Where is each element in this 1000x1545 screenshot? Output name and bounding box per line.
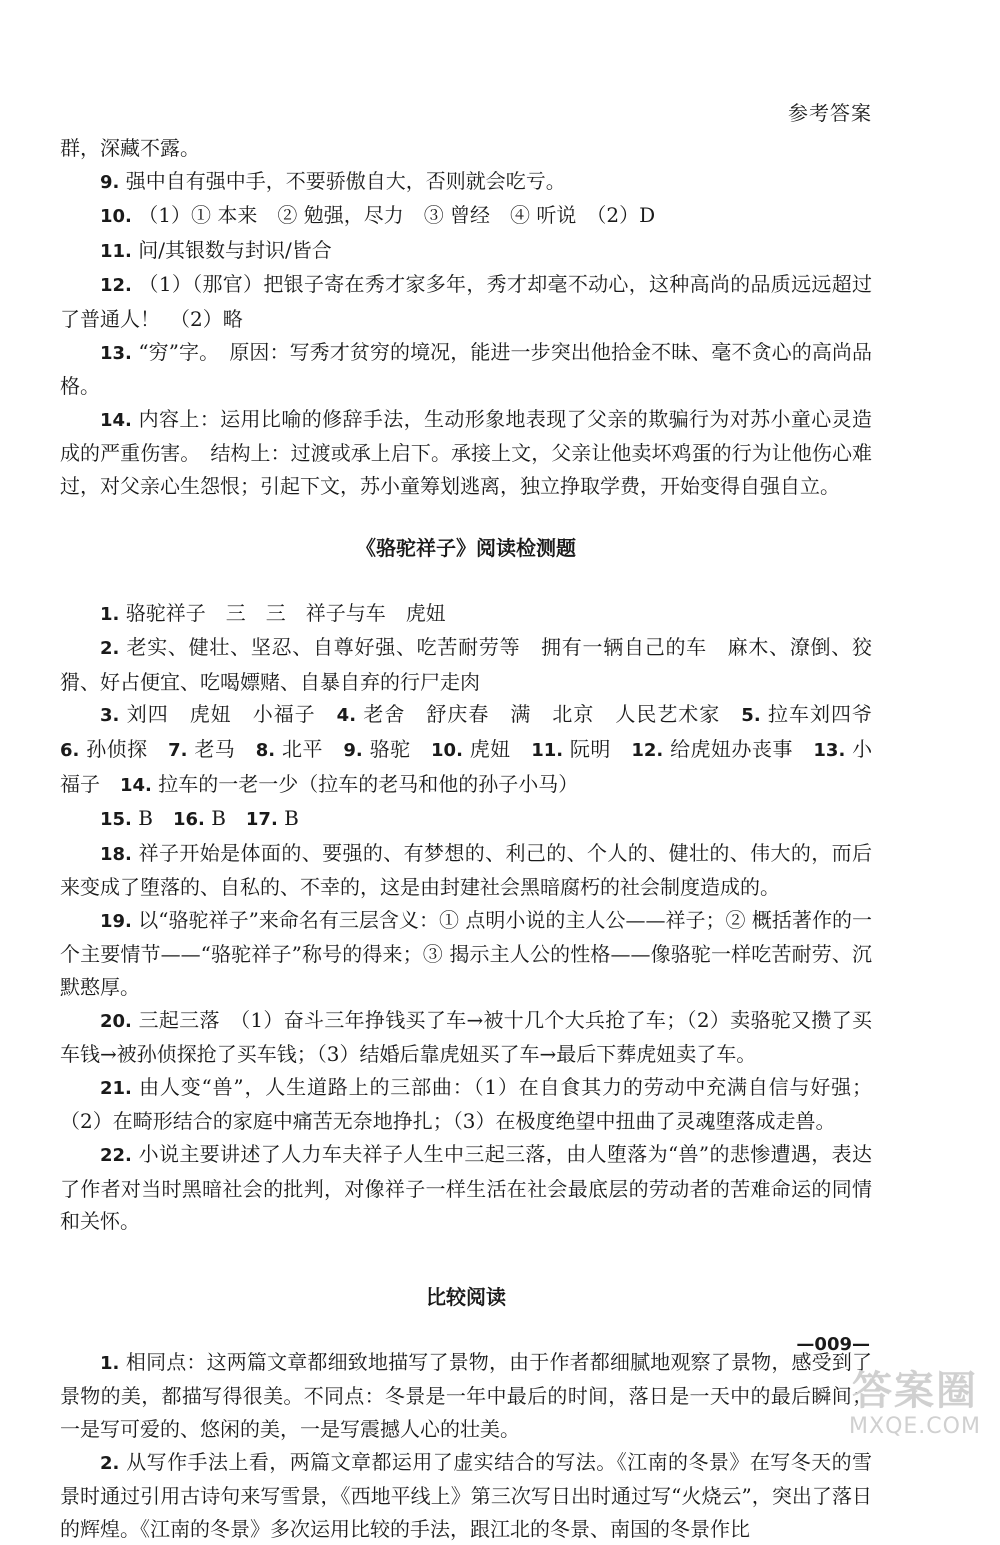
answer-item [60,1138,872,1238]
answer-content [60,132,893,1545]
item-text: 拉车刘四爷 [768,702,893,727]
item-number: 3. [100,705,120,727]
item-text: 强中自有强中手，不要骄傲自大，否则就会吃亏。 [125,168,566,193]
item-text: 从写作手法上看，两篇文章都运用了虚实结合的写法。《江南的冬景》在写冬天的雪景时通过引用古诗句来写雪景，《西地平线上》第三次写日出时通过写“火烧云”，突出了落日的辉煌。《江南的冬景》多次运用比较的手法，跟江北的冬景、南国的冬景作比 [60,1449,873,1541]
item-text: 以“骆驼祥子”来命名有三层含义：① 点明小说的主人公——祥子；② 概括著作的一个主要情节——“骆驼祥子”称号的得来；③ 揭示主人公的性格——像骆驼一样吃苦耐劳、沉默憨厚。 [60,907,872,1000]
item-number: 6. [60,739,80,761]
item-number: 9. [100,171,120,193]
item-number: 11. [531,739,564,761]
answer-item [60,336,872,403]
item-number: 5. [741,705,761,727]
answer-item [60,698,893,802]
item-number: 22. [100,1145,132,1167]
item-text: 老实、健壮、坚忍、自尊好强、吃苦耐劳等 拥有一辆自己的车 麻木、潦倒、狡猾、好占便宜、吃喝嫖赌、自暴自弃的行尸走肉 [60,635,873,694]
item-text: （1）（那官）把银子寄在秀才家多年，秀才却毫不动心，这种高尚的品质远远超过了普通人！ （2）略 [60,272,872,331]
item-number: 15. [100,809,132,831]
item-text: 小福子 [60,736,873,796]
item-text: 阮明 [569,736,632,761]
answer-item [60,837,872,904]
item-text: 祥子开始是体面的、要强的、有梦想的、利己的、个人的、健壮的、伟大的，而后来变成了堕落的、自私的、不幸的，这是由封建社会黑暗腐朽的社会制度造成的。 [60,840,873,900]
item-text: “穷”字。 原因：写秀才贫穷的境况，能进一步突出他拾金不昧、毫不贪心的高尚品格。 [60,339,873,399]
watermark-text: 答案圈 [852,1368,978,1414]
item-text: 小说主要讲述了人力车夫祥子人生中三起三落，由人堕落为“兽”的悲惨遭遇，表达了作者对当时黑暗社会的批判，对像祥子一样生活在社会最底层的劳动者的苦难命运的同情和关怀。 [60,1142,872,1234]
item-number: 1. [100,603,120,625]
item-number: 10. [431,739,463,761]
answer-item [60,1346,872,1446]
item-number: 2. [100,1452,120,1474]
answer-item [60,199,872,234]
item-text: 刘四 虎妞 小福子 [126,702,337,727]
item-text: 骆驼祥子 三 三 祥子与车 虎妞 [125,600,446,625]
luotuo-section [60,597,893,1238]
item-number: 4. [336,705,357,727]
answer-item [60,1071,872,1138]
item-number: 14. [120,774,152,796]
item-number: 8. [255,739,276,761]
answer-item [60,802,872,837]
item-text: （1）① 本来 ② 勉强，尽力 ③ 曾经 ④ 听说 （2）D [138,203,656,228]
item-number: 10. [100,206,132,228]
item-text: B [211,806,246,831]
item-number: 14. [100,409,132,431]
answer-item [60,904,872,1004]
item-text: 内容上：运用比喻的修辞手法，生动形象地表现了父亲的欺骗行为对苏小童心灵造成的严重伤害。 结构上：过渡或承上启下。承接上文，父亲让他卖坏鸡蛋的行为让他伤心难过，对父亲心生怨恨；引起下文，苏小童筹划逃离，独立挣取学费，开始变得自强自立。 [60,406,873,498]
answer-item: 群，深藏不露。 [60,136,200,160]
answer-item [60,234,872,269]
answer-item [60,597,872,632]
item-text: 问/其银数与封识/皆合 [138,237,332,262]
item-text: 拉车的一老一少（拉车的老马和他的孙子小马） [158,771,579,796]
watermark-url: MXQE.COM [849,1414,981,1439]
item-number: 16. [172,809,205,831]
answer-item [60,1446,872,1545]
item-text: 相同点：这两篇文章都细致地描写了景物，由于作者都细腻地观察了景物，感受到了景物的美，都描写得很美。不同点：冬景是一年中最后的时间，落日是一天中的最后瞬间；一是写可爱的、悠闲的美，一是写震撼人心的壮美。 [60,1349,873,1441]
item-number: 13. [100,342,132,364]
answer-item [60,268,872,335]
item-number: 19. [100,910,132,932]
item-text: 由人变“兽”，人生道路上的三部曲：（1）在自食其力的劳动中充满自信与好强；（2）在畸形结合的家庭中痛苦无奈地挣扎；（3）在极度绝望中扭曲了灵魂堕落成走兽。 [60,1074,872,1134]
item-text: 北平 [281,736,344,761]
item-number: 12. [631,739,664,761]
watermark-logo [840,1367,990,1447]
item-number: 11. [100,240,132,262]
item-number: 1. [100,1352,120,1374]
bijiao-section [60,1346,872,1545]
answer-item [60,403,872,503]
item-number: 9. [343,739,363,761]
item-text: 给虎妞办丧事 [670,736,814,761]
item-text: B [284,806,299,831]
answer-item [60,631,872,698]
item-number: 21. [100,1077,132,1099]
item-text: B [138,806,173,831]
item-text: 虎妞 [469,736,532,761]
item-number: 2. [100,638,120,660]
item-number: 20. [100,1010,132,1032]
answer-item [60,1004,872,1071]
item-text: 老马 [194,736,256,761]
item-number: 7. [168,739,188,761]
section-title-bijiao: 比较阅读 [426,1284,506,1309]
item-text: 骆驼 [369,736,432,761]
item-text: 三起三落 （1）奋斗三年挣钱买了车→被十几个大兵抢了车；（2）卖骆驼又攒了买车钱→被孙侦探抢了买车钱；（3）结婚后靠虎妞买了车→最后下葬虎妞卖了车。 [60,1007,872,1067]
item-number: 12. [100,275,132,297]
item-number: 18. [100,843,132,865]
item-text: 孙侦探 [86,736,169,761]
page-number: —009— [796,1334,870,1355]
top-section [60,132,872,503]
header-section-label: 参考答案 [788,101,872,125]
answer-item [60,165,872,200]
item-text: 老舍 舒庆春 满 北京 人民艺术家 [363,702,742,727]
item-number: 13. [813,739,846,761]
section-title-luotuo: 《骆驼祥子》阅读检测题 [356,535,576,560]
item-number: 17. [245,809,278,831]
